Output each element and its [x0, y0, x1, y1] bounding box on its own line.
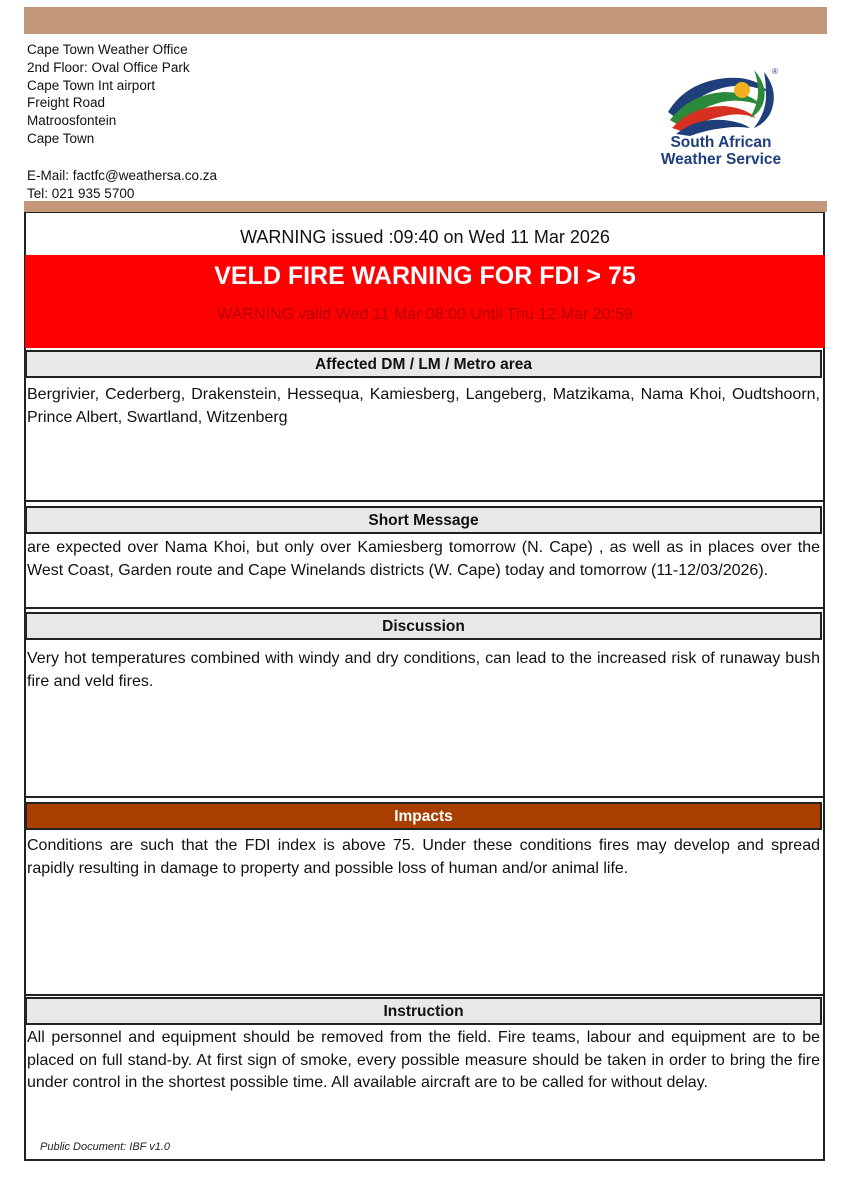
email-text: E-Mail: factfc@weathersa.co.za — [27, 168, 218, 183]
discussion-header: Discussion — [25, 612, 822, 640]
address-line: Freight Road — [27, 95, 106, 111]
section-divider — [25, 607, 825, 609]
office-contact — [27, 167, 217, 203]
top-header-bar — [24, 7, 827, 34]
impacts-header: Impacts — [25, 802, 822, 830]
affected-text: Bergrivier, Cederberg, Drakenstein, Hessequa, Kamiesberg, Langeberg, Matzikama, Nama Khoi, Oudtshoorn, Prince Albert, Swartland, Witzenberg — [27, 386, 820, 426]
office-address — [27, 41, 190, 148]
section-divider — [25, 994, 825, 996]
discussion-text: Very hot temperatures combined with windy and dry conditions, can lead to the increased risk of runaway bush fire and veld fires. — [27, 650, 820, 690]
footer-note: Public Document: IBF v1.0 — [40, 1141, 171, 1153]
address-line: 2nd Floor: Oval Office Park — [27, 59, 190, 75]
short-message-text: are expected over Nama Khoi, but only over Kamiesberg tomorrow (N. Cape) , as well as in places over the West Coast, Garden route and Cape Winelands districts (W. Cape) today and tomorrow (11-12/03/2026). — [27, 539, 820, 579]
impacts-text: Conditions are such that the FDI index is above 75. Under these conditions fires may develop and spread rapidly resulting in damage to property and possible loss of human and/or animal life. — [27, 837, 820, 877]
instruction-header: Instruction — [25, 997, 822, 1025]
section-divider — [25, 796, 825, 798]
warning-issued: WARNING issued :09:40 on Wed 11 Mar 2026 — [240, 227, 610, 247]
address-line: Cape Town — [27, 130, 95, 146]
logo-line-2: Weather Service — [660, 151, 782, 168]
instruction-text: All personnel and equipment should be removed from the field. Fire teams, labour and equipment are to be placed on full stand-by. At first sign of smoke, every possible measure should be taken in order to bring the fire under control in the shortest possible time. All available aircraft are to be called for without delay. — [27, 1029, 820, 1091]
address-line: Cape Town Weather Office — [27, 42, 188, 57]
registered-mark: ® — [772, 67, 778, 76]
address-line: Cape Town Int airport — [27, 77, 156, 93]
logo-line-1: South African — [670, 134, 772, 151]
warning-validity: WARNING valid Wed 11 Mar 08:00 Until Thu 12 Mar 20:59 — [217, 306, 633, 323]
mid-header-bar — [24, 201, 827, 212]
warning-title: VELD FIRE WARNING FOR FDI > 75 — [214, 262, 636, 290]
phone-text: Tel: 021 935 5700 — [27, 185, 135, 201]
address-line: Matroosfontein — [27, 113, 117, 129]
short-message-header: Short Message — [25, 506, 822, 534]
affected-header: Affected DM / LM / Metro area — [25, 350, 822, 378]
saws-logo-text — [646, 134, 796, 168]
section-divider — [25, 500, 825, 502]
